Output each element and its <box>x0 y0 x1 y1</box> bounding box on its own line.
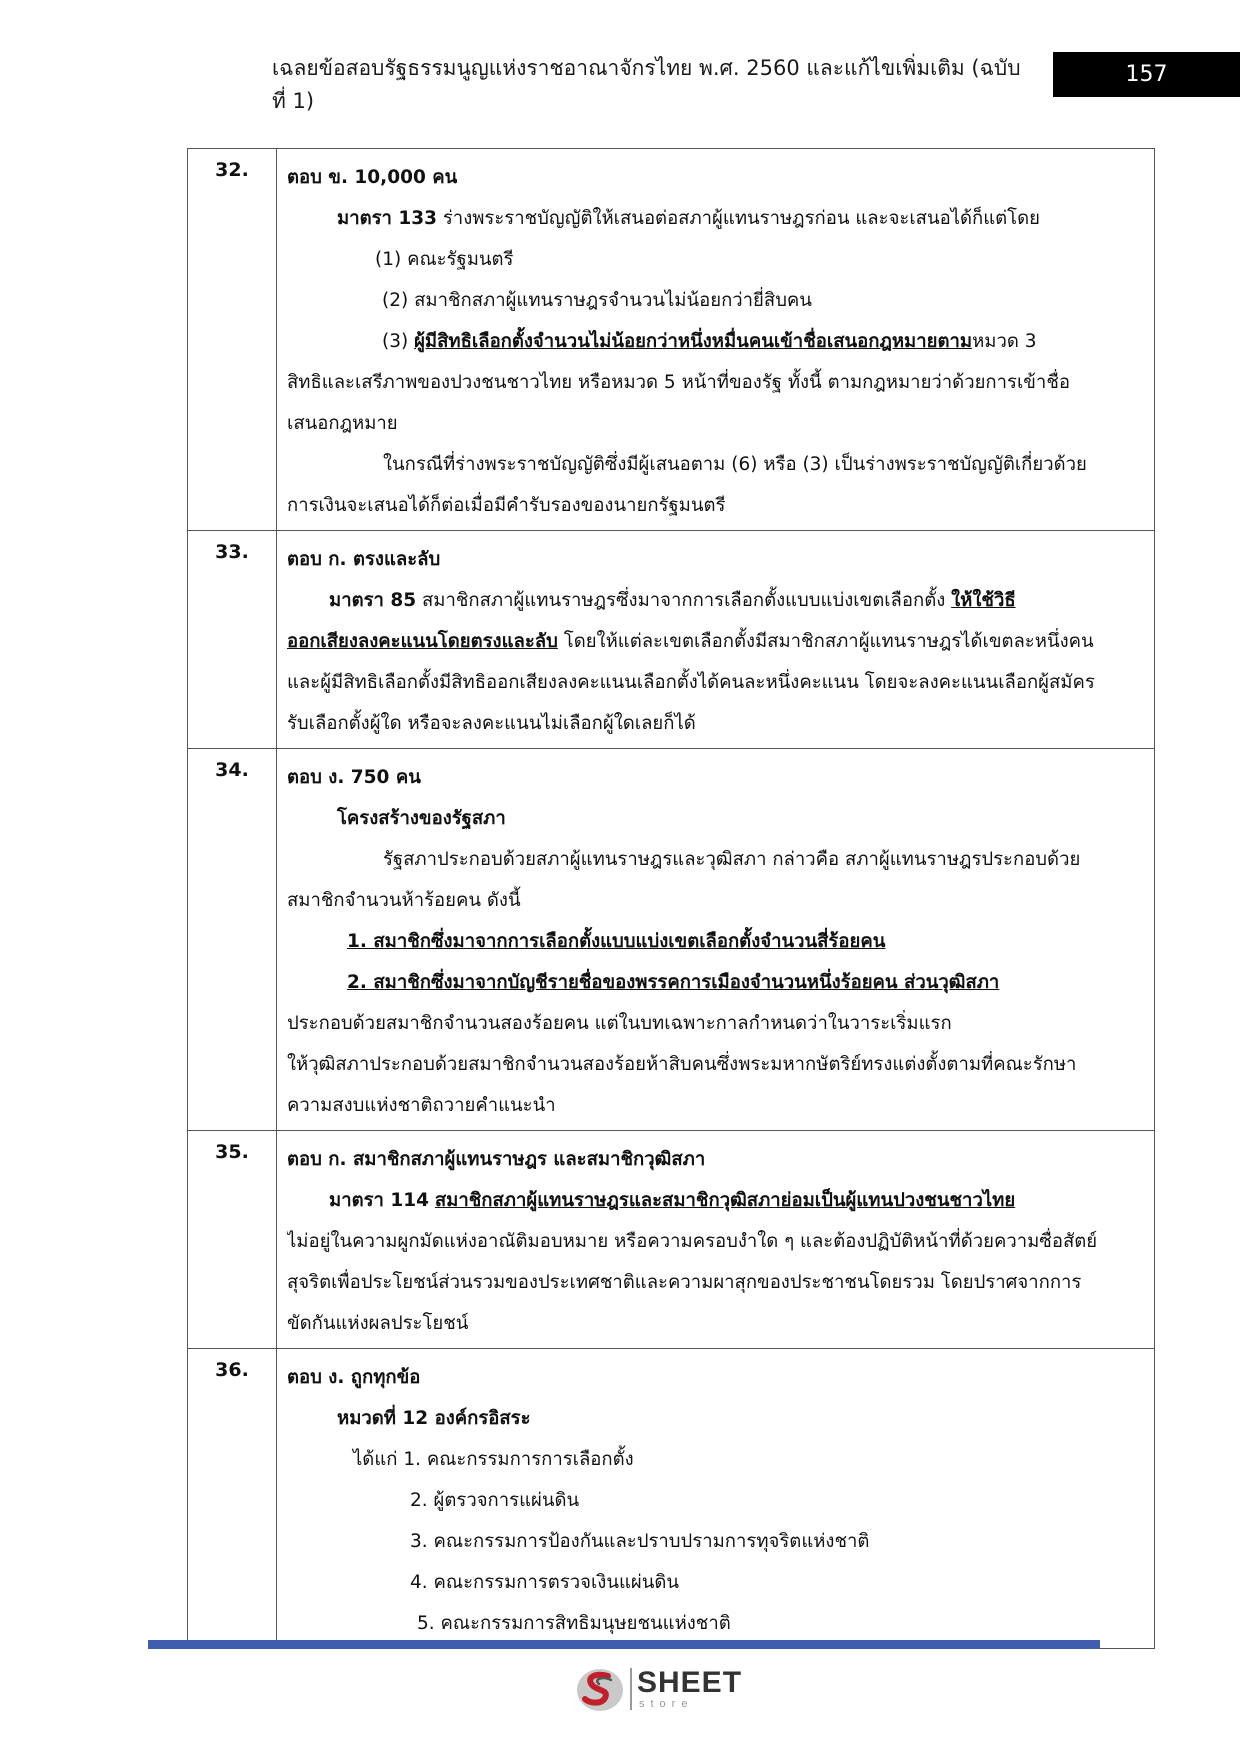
section-heading: หมวดที่ 12 องค์กรอิสระ <box>337 1408 531 1429</box>
list-item <box>287 321 1144 362</box>
header-title: เฉลยข้อสอบรัฐธรรมนูญแห่งราชอาณาจักรไทย พ.ศ. 2560 และแก้ไขเพิ่มเติม (ฉบับที่ 1) <box>272 56 1021 113</box>
list-item: 5. คณะกรรมการสิทธิมนุษยชนแห่งชาติ <box>417 1613 731 1634</box>
emphasized-point: 1. สมาชิกซึ่งมาจากการเลือกตั้งแบบแบ่งเขตเลือกตั้งจำนวนสี่ร้อยคน <box>347 931 886 952</box>
logo-text: SHEET <box>637 1666 743 1699</box>
answer-line: ตอบ ก. สมาชิกสภาผู้แทนราษฎร และสมาชิกวุฒิสภา <box>287 1149 706 1170</box>
paragraph-line: รับเลือกตั้งผู้ใด หรือจะลงคะแนนไม่เลือกผู้ใดเลยก็ได้ <box>287 713 696 734</box>
section-label: มาตรา 114 <box>329 1190 429 1211</box>
paragraph-line: ขัดกันแห่งผลประโยชน์ <box>287 1313 469 1334</box>
question-number: 32. <box>188 149 277 531</box>
list-item: (2) สมาชิกสภาผู้แทนราษฎรจำนวนไม่น้อยกว่ายี่สิบคน <box>382 290 812 311</box>
paragraph-line: ให้วุฒิสภาประกอบด้วยสมาชิกจำนวนสองร้อยห้าสิบคนซึ่งพระมหากษัตริย์ทรงแต่งตั้งตามที่คณะรักษา <box>287 1054 1077 1075</box>
paragraph-line: ความสงบแห่งชาติถวายคำแนะนำ <box>287 1095 556 1116</box>
list-item: 4. คณะกรรมการตรวจเงินแผ่นดิน <box>410 1572 680 1593</box>
sheet-store-logo <box>575 1662 745 1718</box>
question-number: 33. <box>188 531 277 749</box>
list-item: 2. ผู้ตรวจการแผ่นดิน <box>410 1490 580 1511</box>
answer-line: ตอบ ง. ถูกทุกข้อ <box>287 1367 421 1388</box>
question-number: 36. <box>188 1349 277 1649</box>
answer-line: ตอบ ง. 750 คน <box>287 767 421 788</box>
list-item-prefix: (3) <box>382 331 415 352</box>
section-line <box>287 1180 1144 1221</box>
logo-divider <box>630 1668 632 1710</box>
paragraph-line: สมาชิกจำนวนห้าร้อยคน ดังนี้ <box>287 890 521 911</box>
page-number: 157 <box>1125 62 1168 87</box>
answer-table <box>187 148 1155 1649</box>
table-row <box>188 749 1155 1131</box>
emphasized-text: ออกเสียงลงคะแนนโดยตรงและลับ <box>287 631 558 652</box>
paragraph-line: และผู้มีสิทธิเลือกตั้งมีสิทธิออกเสียงลงคะแนนเลือกตั้งได้คนละหนึ่งคะแนน โดยจะลงคะแนนเลือกผู้สมัคร <box>287 672 1095 693</box>
section-label: มาตรา 133 <box>337 208 437 229</box>
answer-line: ตอบ ข. 10,000 คน <box>287 167 458 188</box>
paragraph-line: ไม่อยู่ในความผูกมัดแห่งอาณัติมอบหมาย หรือความครอบงำใด ๆ และต้องปฏิบัติหน้าที่ด้วยความซื่อสัตย์ <box>287 1231 1098 1252</box>
emphasized-point: 2. สมาชิกซึ่งมาจากบัญชีรายชื่อของพรรคการเมืองจำนวนหนึ่งร้อยคน ส่วนวุฒิสภา <box>347 972 1000 993</box>
paragraph-line: สิทธิและเสรีภาพของปวงชนชาวไทย หรือหมวด 5 หน้าที่ของรัฐ ทั้งนี้ ตามกฎหมายว่าด้วยการเข้าชื่อ <box>287 372 1070 393</box>
paragraph-text: โดยให้แต่ละเขตเลือกตั้งมีสมาชิกสภาผู้แทนราษฎรได้เขตละหนึ่งคน <box>557 631 1094 652</box>
page-number-box <box>1053 52 1240 97</box>
paragraph-line: การเงินจะเสนอได้ก็ต่อเมื่อมีคำรับรองของนายกรัฐมนตรี <box>287 495 726 516</box>
paragraph-line: สุจริตเพื่อประโยชน์ส่วนรวมของประเทศชาติและความผาสุกของประชาชนโดยรวม โดยปราศจากการ <box>287 1272 1082 1293</box>
answer-cell <box>277 531 1155 749</box>
answer-cell <box>277 1349 1155 1649</box>
paragraph-line: รัฐสภาประกอบด้วยสภาผู้แทนราษฎรและวุฒิสภา กล่าวคือ สภาผู้แทนราษฎรประกอบด้วย <box>383 849 1081 870</box>
table-row <box>188 149 1155 531</box>
table-row <box>188 1131 1155 1349</box>
section-text: ร่างพระราชบัญญัติให้เสนอต่อสภาผู้แทนราษฎรก่อน และจะเสนอได้ก็แต่โดย <box>436 208 1040 229</box>
paragraph-line: ในกรณีที่ร่างพระราชบัญญัติซึ่งมีผู้เสนอตาม (6) หรือ (3) เป็นร่างพระราชบัญญัติเกี่ยวด้วย <box>383 454 1087 475</box>
answer-line: ตอบ ก. ตรงและลับ <box>287 549 441 570</box>
answer-cell <box>277 149 1155 531</box>
question-number: 34. <box>188 749 277 1131</box>
question-number: 35. <box>188 1131 277 1349</box>
emphasized-text: ผู้มีสิทธิเลือกตั้งจำนวนไม่น้อยกว่าหนึ่งหมื่นคนเข้าชื่อเสนอกฎหมายตาม <box>414 331 973 352</box>
section-text: สมาชิกสภาผู้แทนราษฎรซึ่งมาจากการเลือกตั้งแบบแบ่งเขตเลือกตั้ง <box>416 590 952 611</box>
footer-bar <box>148 1640 1100 1649</box>
paragraph-line: เสนอกฎหมาย <box>287 413 398 434</box>
section-heading: โครงสร้างของรัฐสภา <box>337 808 506 829</box>
answer-cell <box>277 1131 1155 1349</box>
emphasized-text: ให้ใช้วิธี <box>951 590 1016 611</box>
list-item: ได้แก่ 1. คณะกรรมการการเลือกตั้ง <box>353 1449 634 1470</box>
paragraph-line: ประกอบด้วยสมาชิกจำนวนสองร้อยคน แต่ในบทเฉพาะกาลกำหนดว่าในวาระเริ่มแรก <box>287 1013 952 1034</box>
emphasized-text: สมาชิกสภาผู้แทนราษฎรและสมาชิกวุฒิสภาย่อมเป็นผู้แทนปวงชนชาวไทย <box>434 1190 1016 1211</box>
logo-subtext: store <box>639 1698 694 1710</box>
list-item: (1) คณะรัฐมนตรี <box>375 249 514 270</box>
paragraph-line <box>287 621 1144 662</box>
section-line <box>287 580 1144 621</box>
answer-cell <box>277 749 1155 1131</box>
section-label: มาตรา 85 <box>329 590 417 611</box>
table-row <box>188 1349 1155 1649</box>
table-row <box>188 531 1155 749</box>
logo-s-icon <box>575 1664 625 1714</box>
list-item-rest: หมวด 3 <box>972 331 1037 352</box>
section-line <box>287 198 1144 239</box>
list-item: 3. คณะกรรมการป้องกันและปราบปรามการทุจริตแห่งชาติ <box>410 1531 870 1552</box>
